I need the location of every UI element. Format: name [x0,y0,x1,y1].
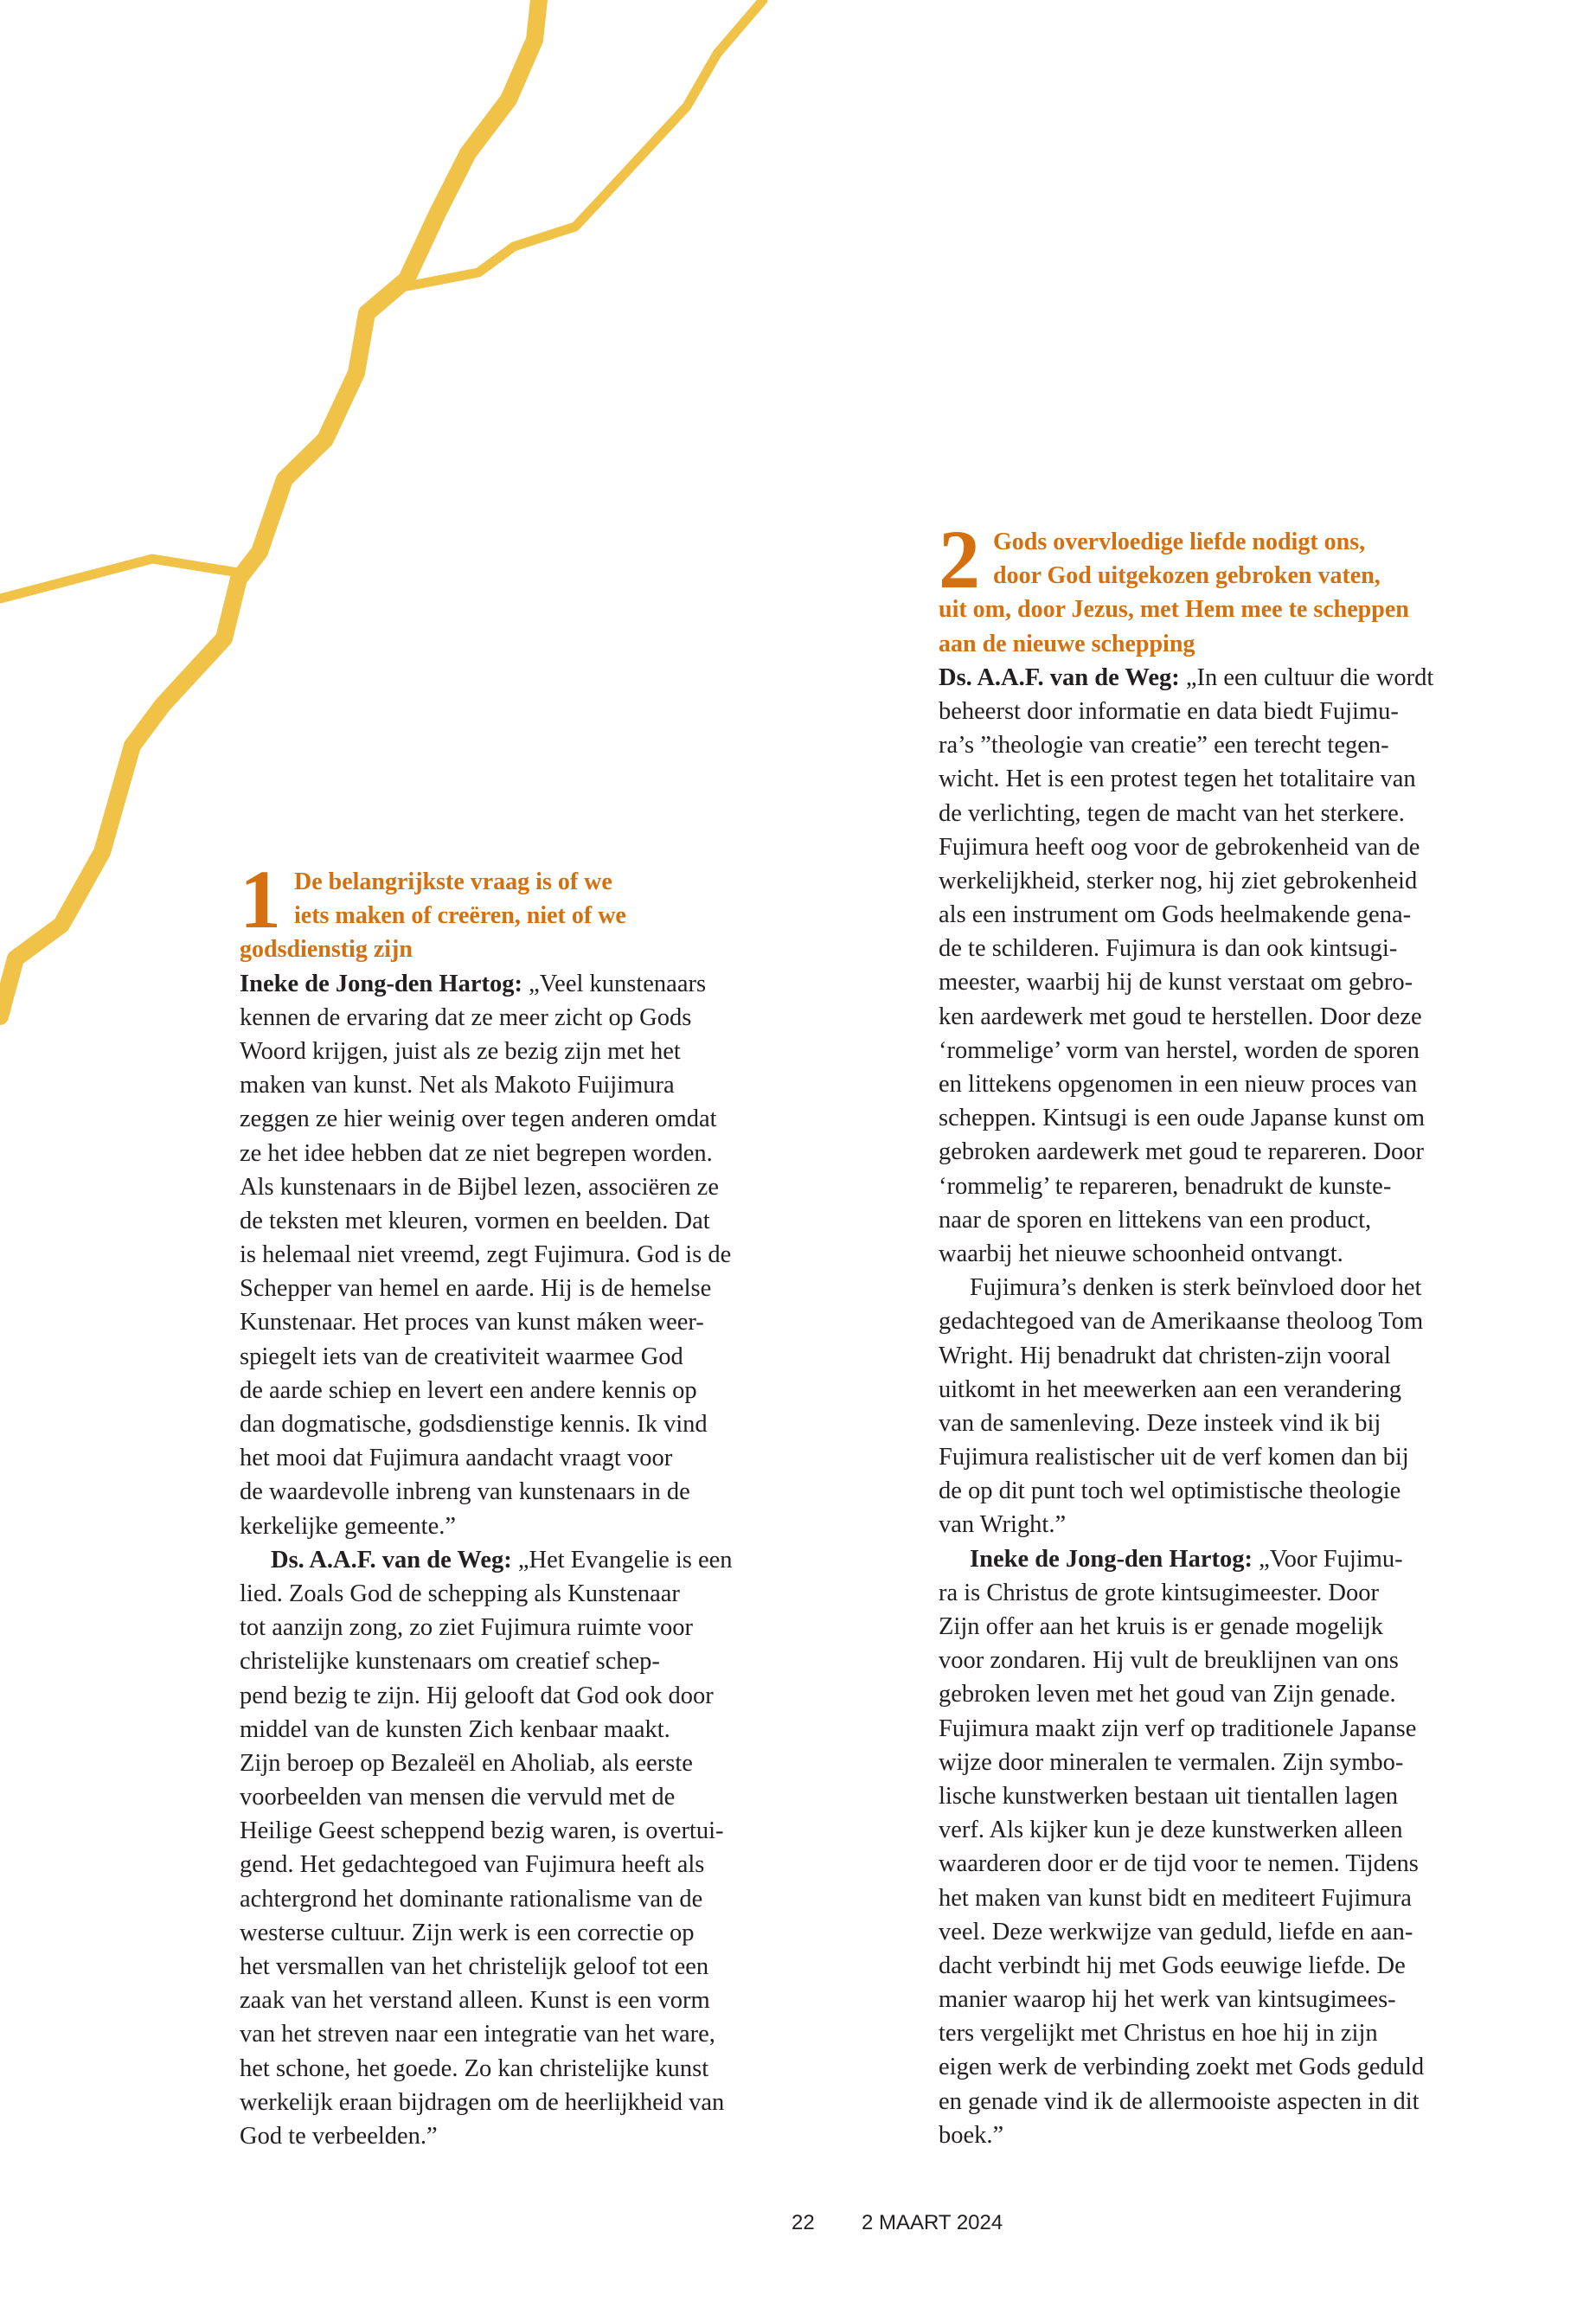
paragraph-line: meester, waarbij hij de kunst verstaat om gebro- [939,969,1413,997]
paragraph-line: het mooi dat Fujimura aandacht vraagt voor [240,1445,673,1472]
paragraph-line: werkelijk eraan bijdragen om de heerlijkheid van [240,2088,725,2116]
section-heading-line: godsdienstig zijn [240,936,413,964]
section-heading-line: iets maken of creëren, niet of we [294,902,626,930]
paragraph-line: christelijke kunstenaars om creatief schep- [240,1648,660,1676]
article-column-2 [939,513,1509,2152]
paragraph-first-line [240,967,811,1001]
paragraph-line: het maken van kunst bidt en mediteert Fujimura [939,1884,1412,1912]
paragraph-line: wicht. Het is een protest tegen het totalitaire van [939,766,1416,793]
section-number: 1 [240,853,281,945]
paragraph-line: gebroken aardewerk met goud te repareren. Door [939,1138,1425,1166]
article-column-1 [240,853,811,2153]
paragraph-line: spiegelt iets van de creativiteit waarmee God [240,1343,683,1370]
paragraph-line: is helemaal niet vreemd, zegt Fujimura. God is de [240,1241,732,1269]
paragraph-line: als een instrument om Gods heelmakende gena- [939,901,1412,929]
paragraph-line: dacht verbindt hij met Gods eeuwige liefde. De [939,1952,1406,1979]
speaker-name: Ds. A.A.F. van de Weg: [271,1546,512,1574]
paragraph-text: „In een cultuur die wordt [1179,663,1434,691]
paragraph-line: Schepper van hemel en aarde. Hij is de hemelse [240,1275,712,1303]
paragraph-line: de te schilderen. Fujimura is dan ook kintsugi- [939,935,1398,963]
paragraph-line: van de samenleving. Deze insteek vind ik bij [939,1409,1381,1437]
paragraph-line: Fujimura heeft oog voor de gebrokenheid van de [939,833,1420,861]
speaker-name: Ineke de Jong-den Hartog: [970,1545,1253,1573]
paragraph-line: ra is Christus de grote kintsugimeester. Door [939,1579,1379,1606]
speaker-name: Ineke de Jong-den Hartog: [240,970,522,997]
paragraph-text: „Voor Fujimu- [1252,1545,1403,1573]
paragraph-line: en genade vind ik de allermooiste aspecten in dit [939,2087,1420,2115]
paragraph-line: boek.” [939,2121,1004,2149]
paragraph-line: ‘rommelig’ te repareren, benadrukt de kunste- [939,1172,1392,1200]
paragraph-line: Als kunstenaars in de Bijbel lezen, associëren ze [240,1173,719,1201]
paragraph-line: tot aanzijn zong, zo ziet Fujimura ruimte voor [240,1614,693,1642]
paragraph-line: ters vergelijkt met Christus en hoe hij in zijn [939,2020,1378,2048]
paragraph-line: Fujimura realistischer uit de verf komen dan bij [939,1444,1409,1471]
paragraph-line: ken aardewerk met goud te herstellen. Door deze [939,1003,1422,1030]
speaker-name: Ds. A.A.F. van de Weg: [939,663,1180,691]
gold-crack-branch-left [0,559,239,599]
section-heading-line: aan de nieuwe schepping [939,630,1195,657]
paragraph-line: kennen de ervaring dat ze meer zicht op Gods [240,1003,692,1031]
gold-crack-branch-right [407,0,763,286]
paragraph-first-line [939,661,1509,695]
paragraph-line: God te verbeelden.” [240,2122,438,2150]
section-heading-line: De belangrijkste vraag is of we [294,868,612,895]
section-heading-line: Gods overvloedige liefde nodigt ons, [993,529,1366,555]
paragraph-line: de teksten met kleuren, vormen en beelden. Dat [240,1207,710,1234]
paragraph-line: het schone, het goede. Zo kan christelijke kunst [240,2054,709,2082]
paragraph-line: Kunstenaar. Het proces van kunst máken weer- [240,1309,704,1336]
paragraph-line: Zijn beroep op Bezaleël en Aholiab, als eerste [240,1749,693,1777]
paragraph-line: pend bezig te zijn. Hij gelooft dat God ook door [240,1682,714,1709]
paragraph-line: de verlichting, tegen de macht van het sterkere. [939,799,1405,827]
paragraph-line: zaak van het verstand alleen. Kunst is een vorm [240,1987,710,2015]
paragraph-first-line [939,1542,1509,1576]
paragraph-line: verf. Als kijker kun je deze kunstwerken alleen [939,1817,1403,1844]
issue-date: 2 MAART 2024 [862,2211,1003,2234]
paragraph-text: Fujimura’s denken is sterk beïnvloed door het [970,1274,1422,1302]
paragraph-line: beheerst door informatie en data biedt Fujimu- [939,697,1399,725]
paragraph-line: waarbij het nieuwe schoonheid ontvangt. [939,1240,1343,1267]
paragraph-line: gedachtegoed van de Amerikaanse theoloog Tom [939,1308,1424,1336]
paragraph-line: ze het idee hebben dat ze niet begrepen worden. [240,1139,713,1167]
paragraph-line: de op dit punt toch wel optimistische theologie [939,1477,1401,1505]
paragraph-line: waarderen door er de tijd voor te nemen. Tijdens [939,1850,1419,1878]
paragraph-text: „Het Evangelie is een [511,1546,733,1574]
paragraph-line: voor zondaren. Hij vult de breuklijnen van ons [939,1647,1399,1675]
paragraph-line: Heilige Geest scheppend bezig waren, is overtui- [240,1817,724,1845]
paragraph-first-line [939,1271,1509,1304]
paragraph-line: het versmallen van het christelijk geloof tot een [240,1953,709,1980]
paragraph-text: „Veel kunstenaars [522,970,707,997]
paragraph-line: Fujimura maakt zijn verf op traditionele Japanse [939,1715,1417,1742]
paragraph-line: naar de sporen en littekens van een product, [939,1206,1372,1234]
paragraph-line: veel. Deze werkwijze van geduld, liefde en aan- [939,1918,1413,1945]
paragraph-line: van Wright.” [939,1511,1067,1539]
paragraph-line: kerkelijke gemeente.” [240,1512,457,1540]
section-heading-line: door God uitgekozen gebroken vaten, [993,562,1381,590]
paragraph-line: de waardevolle inbreng van kunstenaars in de [240,1478,690,1506]
paragraph-line: de aarde schiep en levert een andere kennis op [240,1376,697,1404]
paragraph-line: maken van kunst. Net als Makoto Fuijimura [240,1072,675,1099]
paragraph-line: uitkomt in het meewerken aan een verandering [939,1375,1401,1403]
paragraph-line: eigen werk de verbinding zoekt met Gods geduld [939,2054,1425,2081]
paragraph-first-line [240,1543,811,1577]
paragraph-line: manier waarop hij het werk van kintsugimees- [939,1986,1396,2014]
paragraph-line: Zijn offer aan het kruis is er genade mogelijk [939,1613,1383,1640]
paragraph-line: gebroken leven met het goud van Zijn genade. [939,1681,1396,1708]
paragraph-line: lied. Zoals God de schepping als Kunstenaar [240,1580,680,1607]
paragraph-line: Wright. Hij benadrukt dat christen-zijn vooral [939,1342,1391,1369]
paragraph-line: Woord krijgen, juist als ze bezig zijn met het [240,1037,681,1065]
paragraph-line: westerse cultuur. Zijn werk is een correctie op [240,1919,695,1946]
paragraph-line: voorbeelden van mensen die vervuld met de [240,1784,676,1811]
paragraph-line: middel van de kunsten Zich kenbaar maakt. [240,1715,670,1743]
section-number: 2 [939,513,980,606]
paragraph-line: ra’s ”theologie van creatie” een terecht tegen- [939,732,1389,760]
paragraph-line: van het streven naar een integratie van het ware, [240,2021,715,2048]
paragraph-line: werkelijkheid, sterker nog, hij ziet gebrokenheid [939,867,1418,894]
paragraph-line: achtergrond het dominante rationalisme van de [240,1885,703,1913]
paragraph-line: dan dogmatische, godsdienstige kennis. Ik vind [240,1411,708,1438]
paragraph-line: ‘rommelige’ vorm van herstel, worden de sporen [939,1036,1420,1064]
section-heading-line: uit om, door Jezus, met Hem mee te scheppen [939,596,1409,624]
paragraph-line: zeggen ze hier weinig over tegen anderen omdat [240,1106,717,1133]
paragraph-line: lische kunstwerken bestaan uit tientallen lagen [939,1782,1399,1810]
paragraph-line: wijze door mineralen te vermalen. Zijn symbo- [939,1748,1404,1776]
paragraph-line: en littekens opgenomen in een nieuw proces van [939,1071,1418,1098]
paragraph-line: scheppen. Kintsugi is een oude Japanse kunst om [939,1105,1425,1132]
page-number: 22 [792,2211,815,2234]
paragraph-line: gend. Het gedachtegoed van Fujimura heeft als [240,1851,705,1879]
